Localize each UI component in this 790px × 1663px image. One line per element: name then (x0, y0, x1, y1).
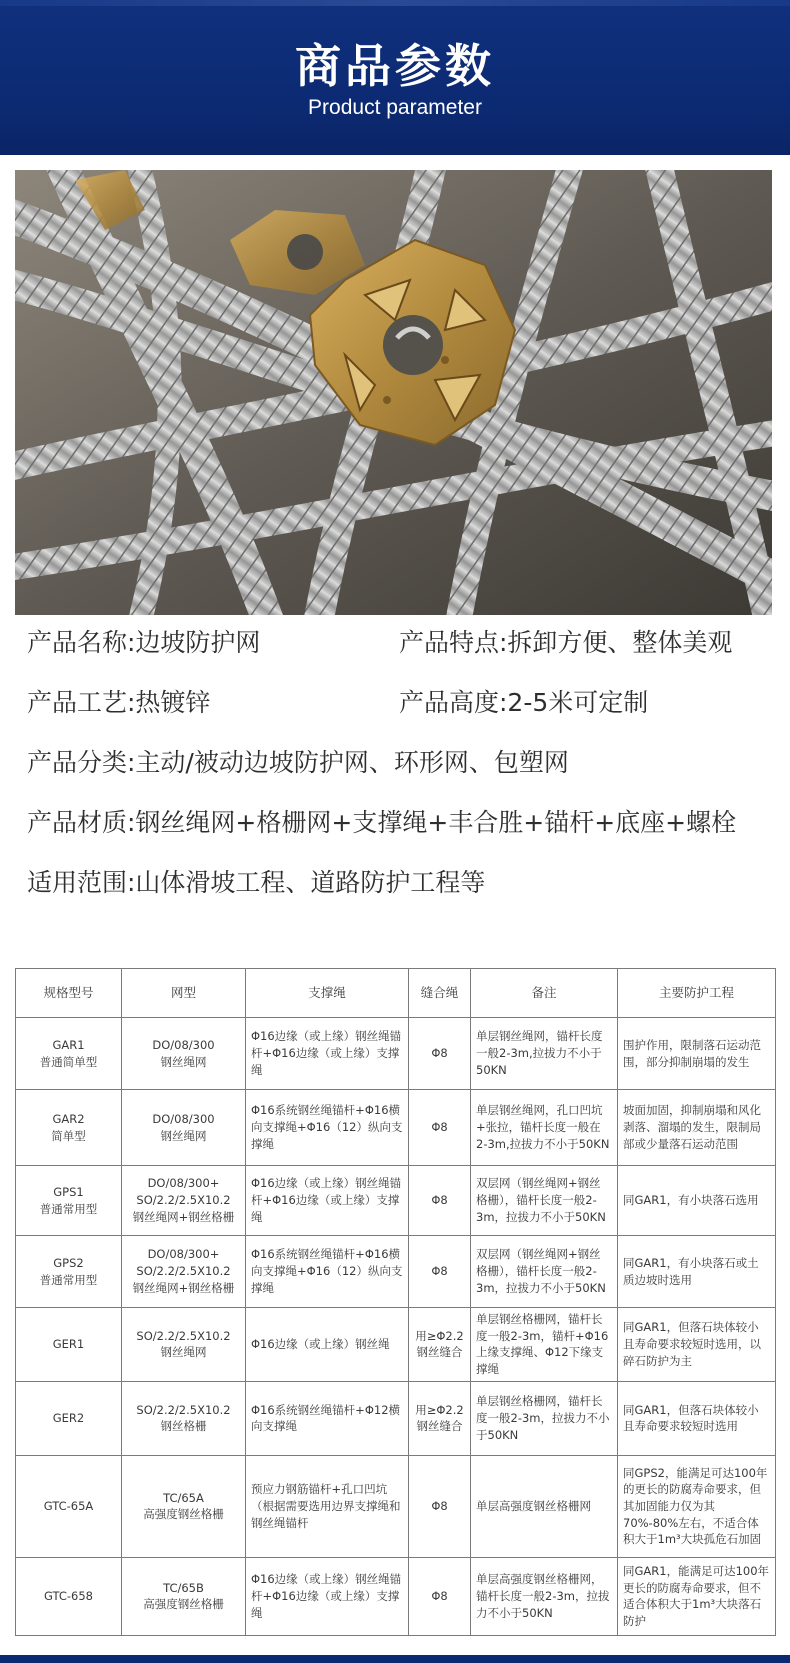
cell-use: 同GAR1，但落石块体较小且寿命要求较短时选用，以碎石防护为主 (618, 1308, 776, 1382)
table-row (16, 1308, 776, 1382)
cell-net: SO/2.2/2.5X10.2 钢丝绳网 (122, 1308, 246, 1382)
cell-note: 单层钢丝格栅网，锚杆长度一般2-3m，锚杆+Φ16上缘支撑绳、Φ12下缘支撑绳 (471, 1308, 618, 1382)
header-banner (0, 0, 790, 155)
product-process: 产品工艺:热镀锌 (27, 688, 211, 717)
cell-use: 同GAR1，但落石块体较小且寿命要求较短时选用 (618, 1381, 776, 1455)
column-header: 备注 (471, 969, 618, 1018)
table-row (16, 1557, 776, 1635)
cell-net: TC/65A 高强度钢丝格栅 (122, 1455, 246, 1557)
cell-rope: Φ16边缘（或上缘）钢丝绳锚杆+Φ16边缘（或上缘）支撑绳 (246, 1166, 409, 1236)
cell-note: 单层钢丝格栅网，锚杆长度一般2-3m，拉拔力不小于50KN (471, 1381, 618, 1455)
cell-rope: Φ16系统钢丝绳锚杆+Φ16横向支撑绳+Φ16（12）纵向支撑绳 (246, 1236, 409, 1308)
cell-use: 坡面加固，抑制崩塌和风化剥落、溜塌的发生，限制局部或少量落石运动范围 (618, 1090, 776, 1166)
table-header-row (16, 969, 776, 1018)
cell-seam: 用≥Φ2.2 钢丝缝合 (409, 1381, 471, 1455)
cell-net: SO/2.2/2.5X10.2 钢丝格栅 (122, 1381, 246, 1455)
cell-seam: Φ8 (409, 1455, 471, 1557)
cell-rope: Φ16系统钢丝绳锚杆+Φ16横向支撑绳+Φ16（12）纵向支撑绳 (246, 1090, 409, 1166)
wire-rope-clamp-illustration (15, 170, 772, 615)
footer-bar (0, 1655, 790, 1663)
table-row (16, 1090, 776, 1166)
cell-net: DO/08/300+ SO/2.2/2.5X10.2 钢丝绳网+钢丝格栅 (122, 1236, 246, 1308)
table-row (16, 1381, 776, 1455)
column-header: 缝合绳 (409, 969, 471, 1018)
table-row (16, 1236, 776, 1308)
cell-model: GTC-658 (16, 1557, 122, 1635)
cell-use: 围护作用，限制落石运动范围，部分抑制崩塌的发生 (618, 1018, 776, 1090)
cell-seam: Φ8 (409, 1236, 471, 1308)
cell-note: 双层网（钢丝绳网+钢丝格栅），锚杆长度一般2-3m，拉拔力不小于50KN (471, 1236, 618, 1308)
cell-use: 同GAR1，有小块落石选用 (618, 1166, 776, 1236)
table-row (16, 1018, 776, 1090)
column-header: 网型 (122, 969, 246, 1018)
cell-net: DO/08/300+ SO/2.2/2.5X10.2 钢丝绳网+钢丝格栅 (122, 1166, 246, 1236)
cell-seam: Φ8 (409, 1090, 471, 1166)
cell-seam: Φ8 (409, 1018, 471, 1090)
product-material: 产品材质:钢丝绳网+格栅网+支撑绳+丰合胜+锚杆+底座+螺栓 (27, 808, 737, 837)
spec-table (15, 968, 776, 1636)
cell-rope: Φ16边缘（或上缘）钢丝绳锚杆+Φ16边缘（或上缘）支撑绳 (246, 1018, 409, 1090)
cell-rope: Φ16边缘（或上缘）钢丝绳 (246, 1308, 409, 1382)
cell-note: 单层钢丝绳网，孔口凹坑+张拉，锚杆长度一般在2-3m,拉拔力不小于50KN (471, 1090, 618, 1166)
product-name: 产品名称:边坡防护网 (27, 628, 261, 657)
cell-seam: Φ8 (409, 1557, 471, 1635)
cell-rope: 预应力钢筋锚杆+孔口凹坑（根据需要选用边界支撑绳和钢丝绳锚杆 (246, 1455, 409, 1557)
cell-model: GER2 (16, 1381, 122, 1455)
cell-net: DO/08/300 钢丝绳网 (122, 1018, 246, 1090)
cell-model: GPS1 普通常用型 (16, 1166, 122, 1236)
cell-use: 同GPS2，能满足可达100年的更长的防腐寿命要求，但其加固能力仅为其70%-80%左右，不适合体积大于1m³大块孤危石加固 (618, 1455, 776, 1557)
page-subtitle: Product parameter (308, 96, 482, 119)
page-title: 商品参数 (295, 39, 495, 93)
cell-note: 单层钢丝绳网，锚杆长度一般2-3m,拉拔力不小于50KN (471, 1018, 618, 1090)
cell-net: TC/65B 高强度钢丝格栅 (122, 1557, 246, 1635)
product-photo (15, 170, 772, 615)
cell-note: 单层高强度钢丝格栅网 (471, 1455, 618, 1557)
column-header: 主要防护工程 (618, 969, 776, 1018)
cell-use: 同GAR1，有小块落石或土质边坡时选用 (618, 1236, 776, 1308)
cell-net: DO/08/300 钢丝绳网 (122, 1090, 246, 1166)
cell-note: 双层网（钢丝绳网+钢丝格栅），锚杆长度一般2-3m，拉拔力不小于50KN (471, 1166, 618, 1236)
product-scope: 适用范围:山体滑坡工程、道路防护工程等 (27, 868, 486, 897)
cell-model: GER1 (16, 1308, 122, 1382)
product-category: 产品分类:主动/被动边坡防护网、环形网、包塑网 (27, 748, 569, 777)
cell-rope: Φ16边缘（或上缘）钢丝绳锚杆+Φ16边缘（或上缘）支撑绳 (246, 1557, 409, 1635)
table-row (16, 1166, 776, 1236)
column-header: 规格型号 (16, 969, 122, 1018)
table-row (16, 1455, 776, 1557)
cell-rope: Φ16系统钢丝绳锚杆+Φ12横向支撑绳 (246, 1381, 409, 1455)
cell-note: 单层高强度钢丝格栅网，锚杆长度一般2-3m，拉拔力不小于50KN (471, 1557, 618, 1635)
product-feature: 产品特点:拆卸方便、整体美观 (399, 628, 733, 657)
cell-use: 同GAR1，能满足可达100年更长的防腐寿命要求，但不适合体积大于1m³大块落石防护 (618, 1557, 776, 1635)
cell-seam: Φ8 (409, 1166, 471, 1236)
product-height: 产品高度:2-5米可定制 (399, 688, 649, 717)
cell-model: GPS2 普通常用型 (16, 1236, 122, 1308)
column-header: 支撑绳 (246, 969, 409, 1018)
cell-model: GAR2 简单型 (16, 1090, 122, 1166)
cell-seam: 用≥Φ2.2 钢丝缝合 (409, 1308, 471, 1382)
cell-model: GTC-65A (16, 1455, 122, 1557)
cell-model: GAR1 普通简单型 (16, 1018, 122, 1090)
